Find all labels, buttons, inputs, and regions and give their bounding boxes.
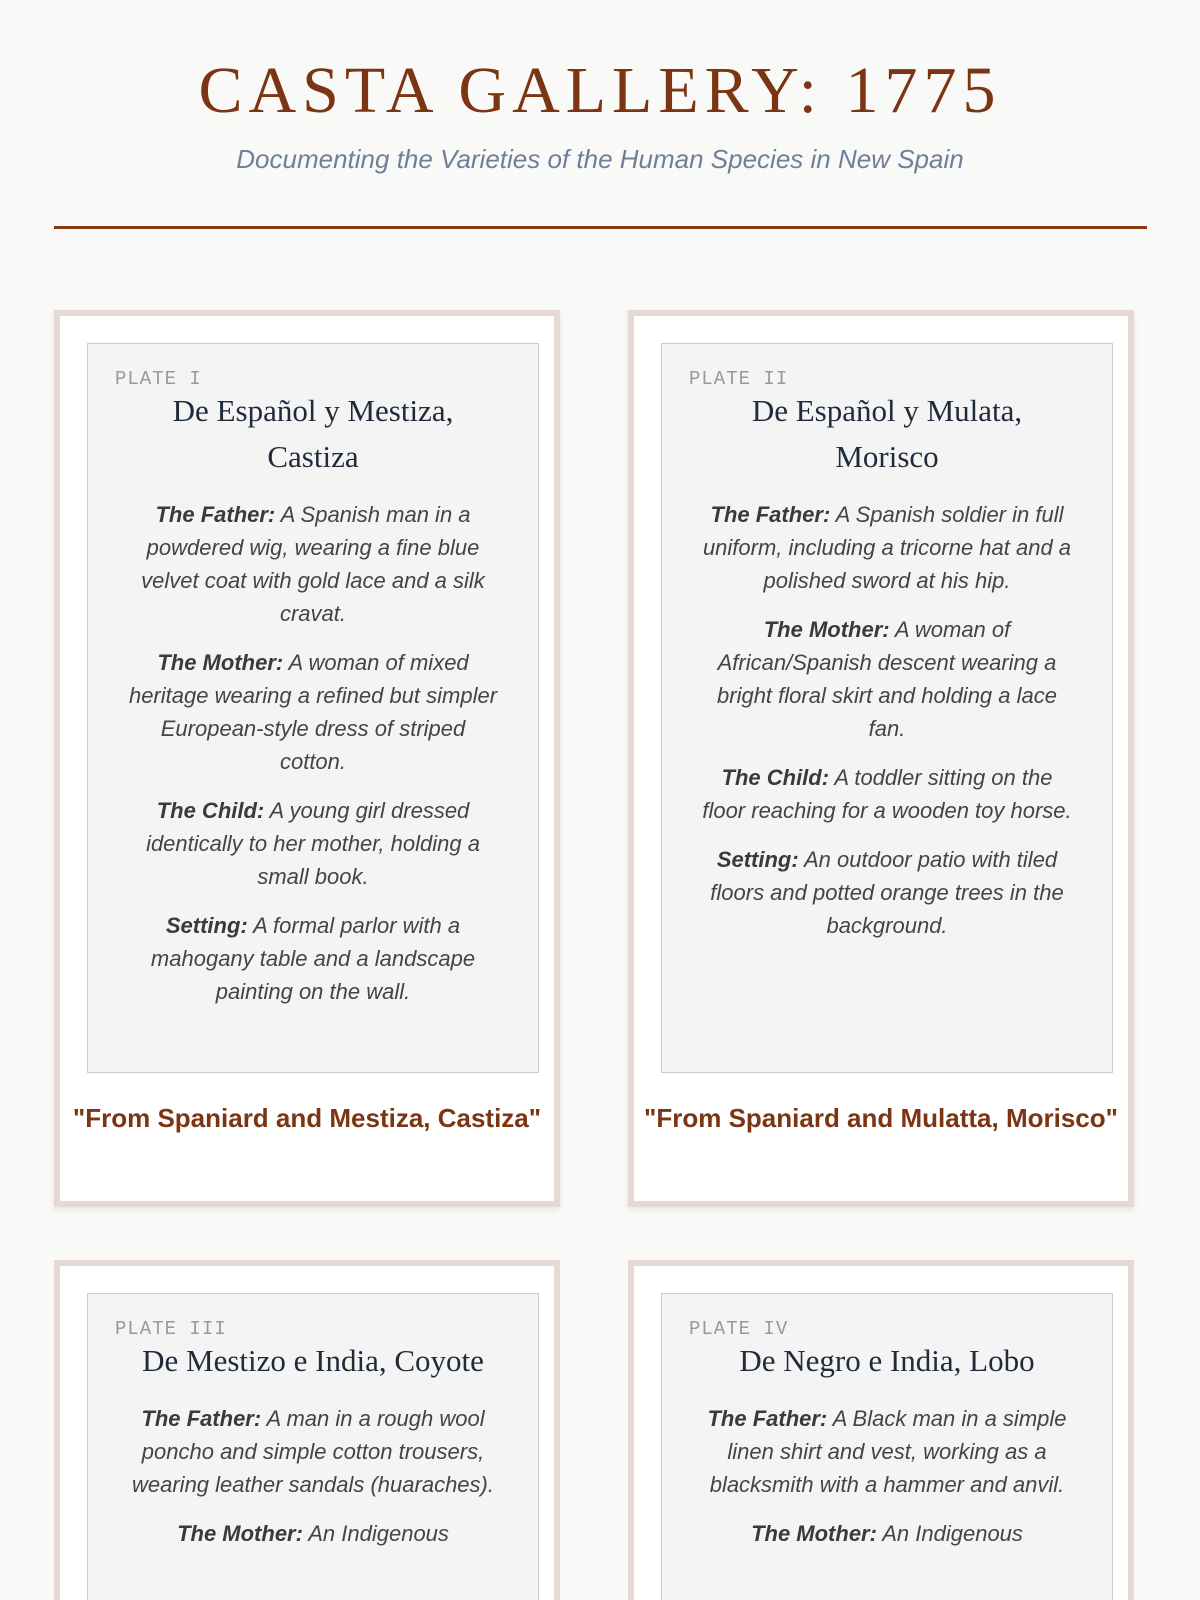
header-divider [54, 226, 1147, 229]
child-text: A young girl dressed identically to her mother, holding a small book. [146, 798, 480, 889]
mother-description [700, 613, 1074, 745]
mother-text: A woman of mixed heritage wearing a refined but simpler European-style dress of striped cotton. [128, 650, 498, 774]
plate-title: De Español y Mestiza, Castiza [172, 393, 454, 474]
father-label: The Father: [141, 1406, 262, 1431]
child-label: The Child: [721, 765, 830, 790]
child-label: The Child: [156, 798, 265, 823]
plate-card-1 [54, 310, 560, 1207]
plate-title: De Negro e India, Lobo [739, 1343, 1035, 1378]
plate-description-panel [87, 343, 539, 1073]
plate-number: PLATE III [115, 1318, 227, 1340]
father-description [126, 1402, 500, 1501]
setting-text: An outdoor patio with tiled floors and potted orange trees in the background. [710, 847, 1064, 938]
father-text: A Spanish man in a powdered wig, wearing a fine blue velvet coat with gold lace and a silk cravat. [141, 502, 485, 626]
mother-description [700, 1517, 1074, 1550]
plate-caption: "From Spaniard and Mestiza, Castiza" [72, 1103, 542, 1133]
plate-number: PLATE IV [689, 1318, 789, 1340]
mother-text: An Indigenous [308, 1521, 449, 1546]
page-subtitle: Documenting the Varieties of the Human Species in New Spain [236, 144, 964, 174]
father-label: The Father: [707, 1406, 828, 1431]
mother-text: An Indigenous [882, 1521, 1023, 1546]
father-description [700, 1402, 1074, 1501]
plate-description-panel [661, 343, 1113, 1073]
setting-description [700, 843, 1074, 942]
page-header [0, 48, 1200, 176]
setting-description [126, 909, 500, 1008]
mother-description [126, 646, 500, 778]
mother-text: A woman of African/Spanish descent wearing a bright floral skirt and holding a lace fan. [717, 617, 1057, 741]
mother-label: The Mother: [177, 1521, 303, 1546]
setting-label: Setting: [716, 847, 799, 872]
father-label: The Father: [710, 502, 831, 527]
plate-number: PLATE II [689, 368, 789, 390]
plate-number: PLATE I [115, 368, 202, 390]
plate-card-3 [54, 1260, 560, 1600]
mother-label: The Mother: [751, 1521, 877, 1546]
plate-card-4 [628, 1260, 1134, 1600]
father-text: A man in a rough wool poncho and simple cotton trousers, wearing leather sandals (huaraches). [132, 1406, 494, 1497]
setting-text: A formal parlor with a mahogany table and a landscape painting on the wall. [150, 913, 476, 1004]
father-text: A Spanish soldier in full uniform, including a tricorne hat and a polished sword at his hip. [702, 502, 1072, 593]
plate-description-panel [87, 1293, 539, 1600]
plate-card-2 [628, 310, 1134, 1207]
mother-label: The Mother: [157, 650, 284, 675]
plate-title: De Español y Mulata, Morisco [751, 393, 1023, 474]
plate-description-panel [661, 1293, 1113, 1600]
child-description [700, 761, 1074, 827]
mother-label: The Mother: [763, 617, 890, 642]
plate-title: De Mestizo e India, Coyote [142, 1343, 484, 1378]
father-description [700, 498, 1074, 597]
father-description [126, 498, 500, 630]
plate-caption: "From Spaniard and Mulatta, Morisco" [644, 1103, 1118, 1133]
child-description [126, 794, 500, 893]
page-title: CASTA GALLERY: 1775 [198, 54, 1002, 127]
mother-description [126, 1517, 500, 1550]
father-text: A Black man in a simple linen shirt and vest, working as a blacksmith with a hammer and anvil. [709, 1406, 1067, 1497]
father-label: The Father: [155, 502, 276, 527]
child-text: A toddler sitting on the floor reaching for a wooden toy horse. [702, 765, 1072, 823]
setting-label: Setting: [165, 913, 248, 938]
